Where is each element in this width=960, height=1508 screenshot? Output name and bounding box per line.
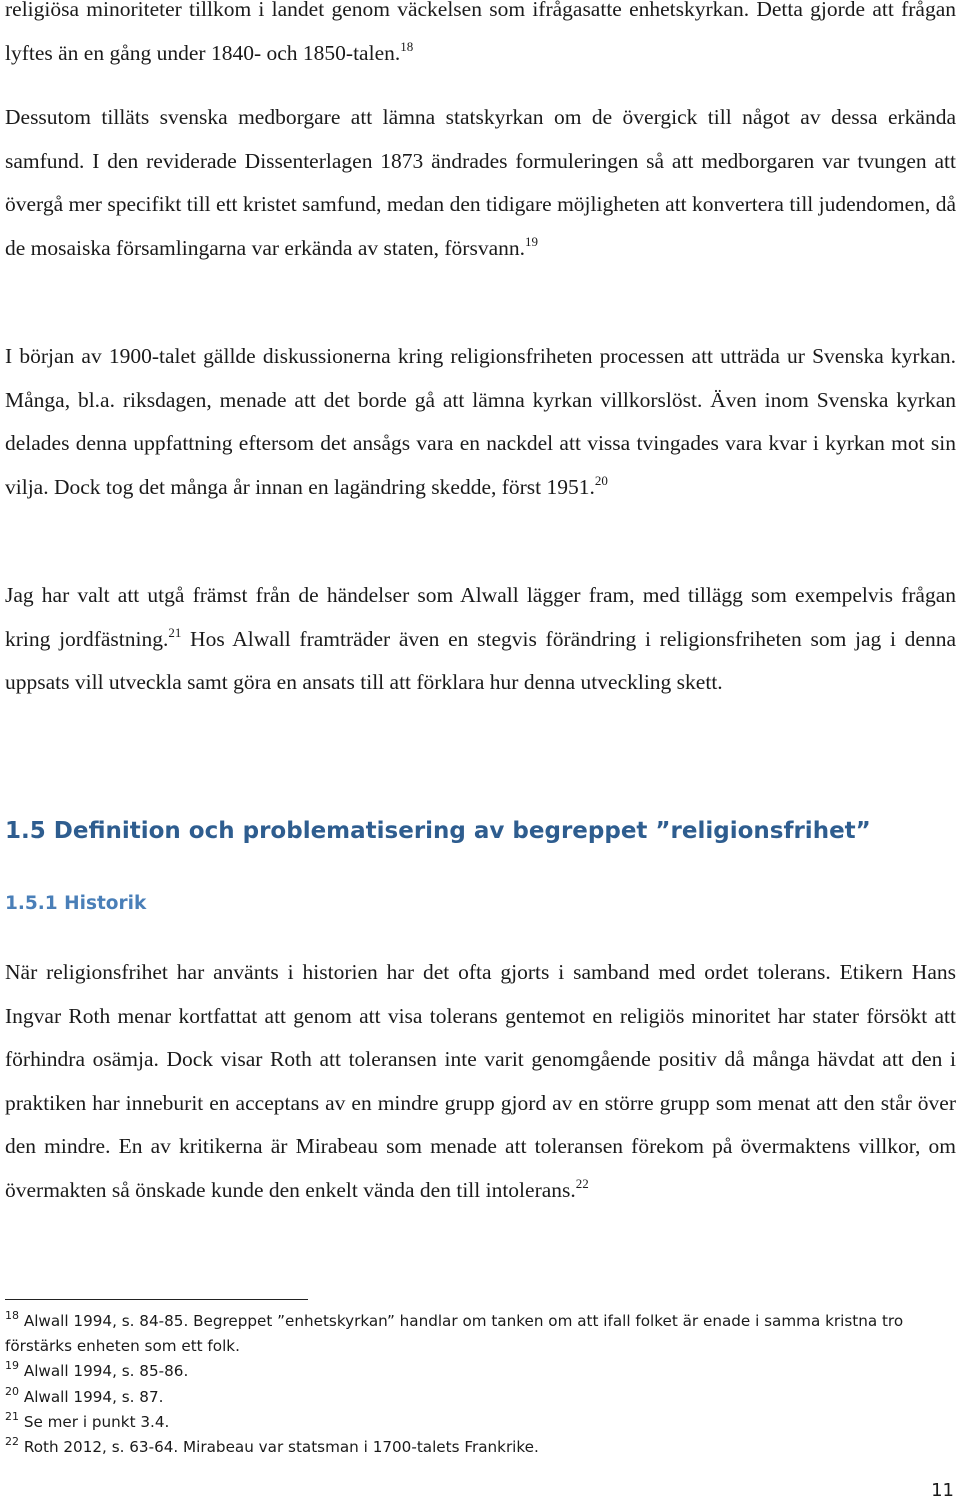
paragraph-1 xyxy=(5,0,956,75)
footnote-18 xyxy=(5,1309,940,1359)
footnote-19 xyxy=(5,1359,940,1384)
footnote-22 xyxy=(5,1435,940,1460)
footnote-ref-22[interactable]: 22 xyxy=(575,1175,589,1191)
footnote-ref-19[interactable]: 19 xyxy=(525,233,538,249)
paragraph-4 xyxy=(5,574,956,705)
paragraph-3 xyxy=(5,335,956,509)
footnote-ref-21[interactable]: 21 xyxy=(168,624,182,640)
paragraph-1-text: religiösa minoriteter tillkom i landet genom väckelsen som ifrågasatte enhetskyrkan. Detta gjorde att frågan lyftes än en gång under 1840- och 1850-talen. xyxy=(5,0,956,65)
paragraph-3-text: I början av 1900-talet gällde diskussionerna kring religionsfriheten processen att utträda ur Svenska kyrkan. Många, bl.a. riksdagen, menade att det borde gå att lämna kyrkan villkorslöst. Även inom Svenska kyrkan delades denna uppfattning eftersom det ansågs vara en nackdel att vissa tvingades vara kvar i kyrkan mot sin vilja. Dock tog det många år innan en lagändring skedde, först 1951. xyxy=(5,344,956,499)
footnote-text: Alwall 1994, s. 84-85. Begreppet ”enhetskyrkan” handlar om tanken om att ifall folket är enade i samma kristna tro förstärks enheten som ett folk. xyxy=(5,1312,904,1356)
footnote-ref-20[interactable]: 20 xyxy=(594,472,608,488)
footnote-text: Alwall 1994, s. 85-86. xyxy=(23,1362,189,1381)
paragraph-2-text: Dessutom tilläts svenska medborgare att lämna statskyrkan om de övergick till något av dessa erkända samfund. I den reviderade Dissenterlagen 1873 ändrades formuleringen så att medborgaren var tvungen att övergå mer specifikt till ett kristet samfund, medan den tidigare möjligheten att konvertera till judendomen, då de mosaiska församlingarna var erkända av staten, försvann. xyxy=(5,105,956,260)
footnotes xyxy=(5,1309,940,1460)
footnote-number: 19 xyxy=(5,1359,19,1373)
subsection-heading: 1.5.1 Historik xyxy=(5,893,147,914)
footnote-number: 18 xyxy=(5,1309,19,1322)
footnote-text: Roth 2012, s. 63-64. Mirabeau var statsman i 1700-talets Frankrike. xyxy=(23,1438,539,1457)
footnote-text: Se mer i punkt 3.4. xyxy=(23,1412,170,1431)
page-number: 11 xyxy=(931,1480,954,1501)
paragraph-4-text-end: Hos Alwall framträder även en stegvis förändring i religionsfriheten som jag i denna uppsats vill utveckla samt göra en ansats till att förklara hur denna utveckling skett. xyxy=(5,626,956,695)
section-heading: 1.5 Definition och problematisering av begreppet ”religionsfrihet” xyxy=(5,818,871,844)
footnote-number: 22 xyxy=(5,1435,19,1449)
paragraph-5 xyxy=(5,951,956,1213)
footnote-separator xyxy=(5,1299,308,1300)
paragraph-4-text-start: Jag har valt att utgå främst från de händelser som Alwall lägger fram, med tillägg som exempelvis frågan kring jordfästning. xyxy=(5,583,956,651)
footnote-ref-18[interactable]: 18 xyxy=(400,38,414,54)
footnote-20 xyxy=(5,1385,940,1410)
footnote-text: Alwall 1994, s. 87. xyxy=(23,1387,164,1406)
paragraph-2 xyxy=(5,96,956,270)
footnote-21 xyxy=(5,1410,940,1435)
footnote-number: 20 xyxy=(5,1384,19,1398)
paragraph-5-text: När religionsfrihet har använts i historien har det ofta gjorts i samband med ordet tolerans. Etikern Hans Ingvar Roth menar kortfattat att genom att visa tolerans gentemot en religiös minoritet har stater försökt att förhindra osämja. Dock visar Roth att toleransen inte varit genomgående positiv då många hävdat att den i praktiken har inneburit en acceptans av en mindre grupp gjord av en större grupp som menat att den står över den mindre. En av kritikerna är Mirabeau som menade att toleransen förekom på övermaktens villkor, om övermakten så önskade kunde den enkelt vända den till intolerans. xyxy=(5,960,956,1202)
footnote-number: 21 xyxy=(5,1409,19,1423)
